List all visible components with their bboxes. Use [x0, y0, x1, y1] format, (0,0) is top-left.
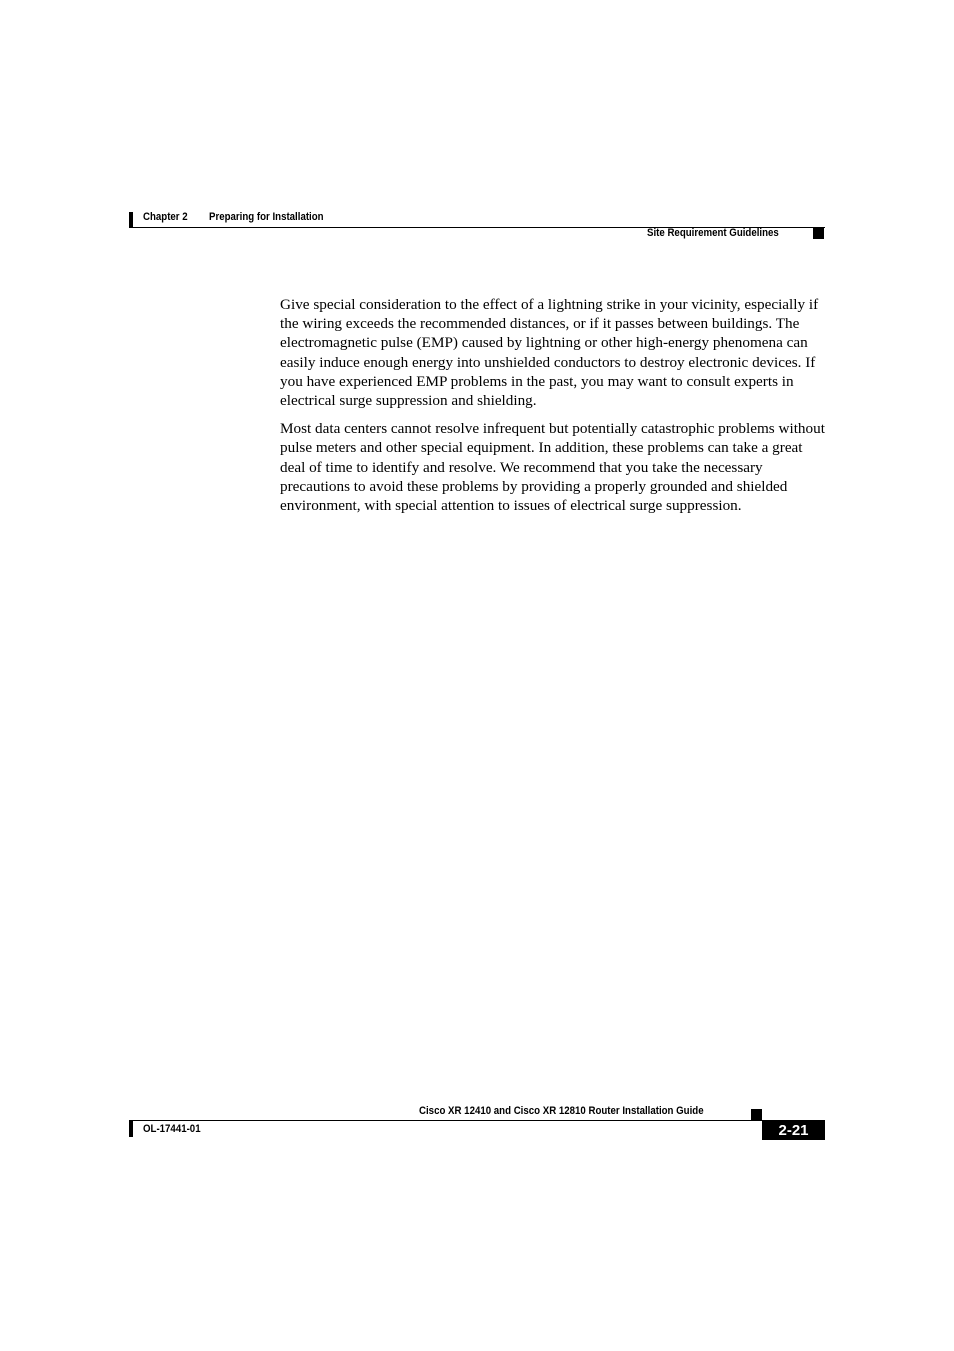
footer-left-bar — [129, 1121, 133, 1137]
chapter-title: Preparing for Installation — [209, 211, 324, 223]
page-number: 2-21 — [762, 1121, 825, 1140]
header-square-marker — [813, 228, 824, 239]
guide-title: Cisco XR 12410 and Cisco XR 12810 Router Installation Guide — [419, 1105, 704, 1117]
footer-rule — [129, 1120, 825, 1121]
body-text — [280, 295, 825, 524]
header-left-bar — [129, 212, 133, 228]
section-title: Site Requirement Guidelines — [647, 227, 779, 239]
footer-square-marker — [751, 1109, 762, 1120]
paragraph-lightning: Give special consideration to the effect of a lightning strike in your vicinity, especially if the wiring exceeds the recommended distances, or if it passes between buildings. The electromagnetic pulse (EMP) caused by lightning or other high-energy phenomena can easily induce enough energy into unshielded conductors to destroy electronic devices. If you have experienced EMP problems in the past, you may want to consult experts in electrical surge suppression and shielding. — [280, 296, 819, 410]
paragraph-data-centers: Most data centers cannot resolve infrequent but potentially catastrophic problems without pulse meters and other special equipment. In addition, these problems can take a great deal of time to identify and resolve. We recommend that you take the necessary precautions to avoid these problems by providing a properly grounded and shielded environment, with special attention to issues of electrical surge suppression. — [280, 420, 825, 515]
document-number: OL-17441-01 — [143, 1123, 201, 1135]
chapter-label: Chapter 2 — [143, 211, 188, 223]
